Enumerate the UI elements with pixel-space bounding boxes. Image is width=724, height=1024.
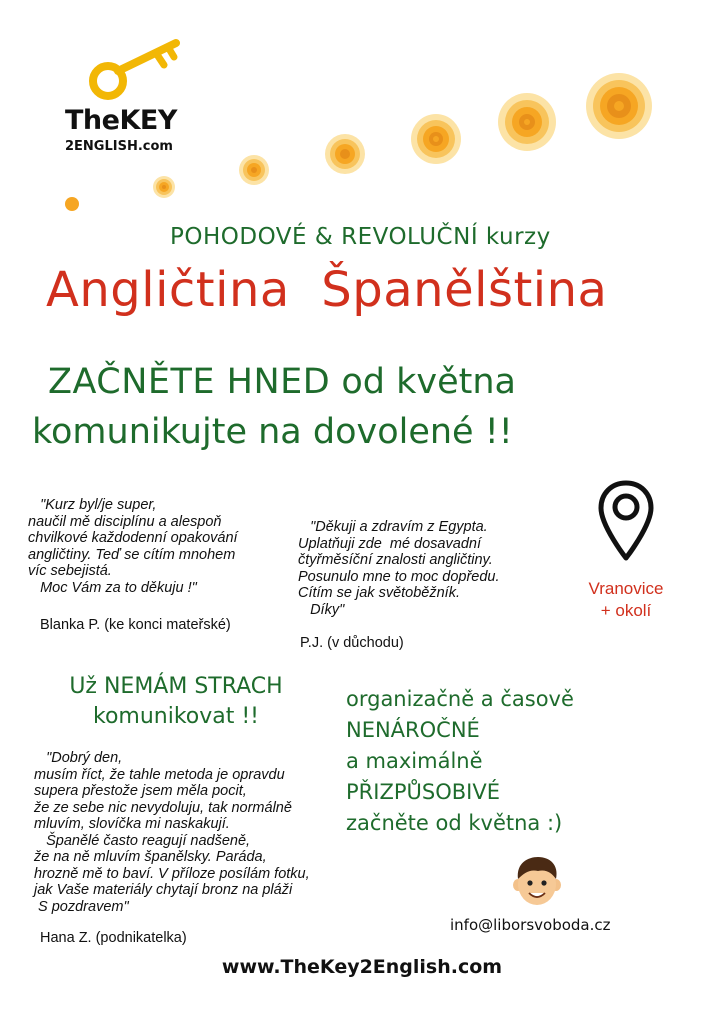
organization-text (346, 684, 574, 839)
smiling-face-icon (512, 855, 562, 907)
testimonial-quote-2: "Děkuji a zdravím z Egypta. Uplatňuji zde mé dosavadní čtyřměsíční znalosti angličtiny. Posunulo mne to moc dopředu. Cítím se jak světoběžník. Díky" (298, 519, 500, 618)
testimonial-author-3: Hana Z. (podnikatelka) (40, 930, 187, 946)
testimonial-quote-3: "Dobrý den, musím říct, že tahle metoda je opravdu supera přestože jsem měla pocit, že ze sebe nic nevydoluju, tak normálně mluvím, slovíčka mi naskakují. Španělé často reagují nadšeně, že na ně mluvím španělsky. Paráda, hrozně mě to baví. V příloze posílám fotku, jak Vaše materiály chytají bronz na pláži S pozdravem" (34, 750, 310, 915)
location-town: Vranovice (588, 579, 664, 598)
headline-line-2: komunikujte na dovolené !! (32, 412, 513, 452)
logo-name: TheKEY (65, 105, 177, 136)
testimonial-author-1: Blanka P. (ke konci mateřské) (40, 617, 231, 633)
decorative-circle-icon (585, 72, 653, 140)
location-pin-icon (598, 480, 654, 562)
logo-subtitle: 2ENGLISH.com (65, 139, 173, 154)
location-area: + okolí (600, 601, 652, 620)
decorative-circle-icon (497, 92, 557, 152)
languages-title: Angličtina Španělština (46, 262, 608, 318)
decorative-circle-icon (152, 175, 176, 199)
organization-line-1: organizačně a časově (346, 687, 574, 711)
organization-line-2: NENÁROČNÉ (346, 718, 480, 742)
decorative-circle-icon (238, 154, 270, 186)
location-text (566, 578, 686, 622)
organization-line-5: začněte od května :) (346, 811, 563, 835)
website-link[interactable]: www.TheKey2English.com (221, 956, 503, 978)
headline-start-now: ZAČNĚTE HNED (48, 362, 331, 402)
organization-line-3: a maximálně (346, 749, 483, 773)
testimonial-quote-1: "Kurz byl/je super, naučil mě disciplínu a alespoň chvilkové každodenní opakování angličtiny. Teď se cítím mnohem víc sebejistá. Moc Vám za to děkuju !" (28, 497, 238, 596)
no-fear-line-2: komunikovat !! (92, 704, 260, 729)
decorative-circle-icon (324, 133, 366, 175)
tagline: POHODOVÉ & REVOLUČNÍ kurzy (170, 224, 551, 250)
decorative-circle-icon (64, 196, 80, 212)
organization-line-4: PŘIZPŮSOBIVÉ (346, 780, 500, 804)
no-fear-slogan (36, 672, 316, 732)
key-icon (80, 35, 190, 105)
contact-email[interactable]: info@liborsvoboda.cz (450, 916, 611, 934)
no-fear-line-1: Už NEMÁM STRACH (69, 674, 283, 699)
logo (60, 35, 190, 165)
decorative-circle-icon (410, 113, 462, 165)
headline-from-may: od května (330, 362, 516, 402)
headline-line-1 (48, 362, 516, 402)
testimonial-author-2: P.J. (v důchodu) (300, 635, 404, 651)
